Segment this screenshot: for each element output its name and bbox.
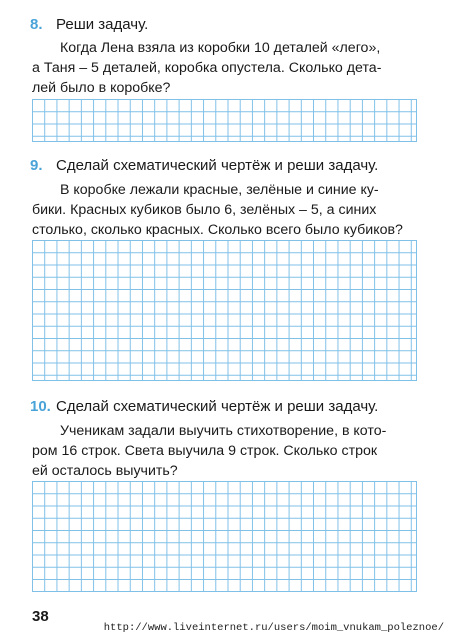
task-10-heading <box>30 398 378 416</box>
task-8-instruction: Реши задачу. <box>56 16 149 33</box>
task-9-line-1: В коробке лежали красные, зелёные и синие ку- <box>60 182 379 198</box>
task-8-line-1: Когда Лена взяла из коробки 10 деталей «лего», <box>60 40 381 56</box>
task-8-line-3: лей было в коробке? <box>32 80 171 96</box>
task-8-line-2: а Таня – 5 деталей, коробка опустела. Сколько дета- <box>32 60 382 76</box>
footer-url: http://www.liveinternet.ru/users/moim_vnukam_poleznoe/ <box>103 622 444 634</box>
task-10-text <box>32 421 416 481</box>
task-9-heading <box>30 157 378 175</box>
task-9-line-3: столько, сколько красных. Сколько всего было кубиков? <box>32 222 403 238</box>
page-number: 38 <box>32 608 49 625</box>
task-8-number: 8. <box>30 16 43 33</box>
task-8-answer-grid[interactable] <box>32 99 417 142</box>
task-10-instruction: Сделай схематический чертёж и реши задачу. <box>56 398 379 415</box>
task-9-number: 9. <box>30 157 43 174</box>
task-9-line-2: бики. Красных кубиков было 6, зелёных – 5, а синих <box>32 202 377 218</box>
task-10-answer-grid[interactable] <box>32 481 417 592</box>
task-9-text <box>32 180 416 240</box>
task-10-number: 10. <box>30 398 51 415</box>
task-10-line-1: Ученикам задали выучить стихотворение, в кото- <box>60 423 387 439</box>
task-8-heading <box>30 16 148 34</box>
task-10-line-2: ром 16 строк. Света выучила 9 строк. Сколько строк <box>32 443 378 459</box>
task-9-answer-grid[interactable] <box>32 240 417 381</box>
task-9-instruction: Сделай схематический чертёж и реши задачу. <box>56 157 379 174</box>
task-10-line-3: ей осталось выучить? <box>32 463 178 479</box>
task-8-text <box>32 38 416 98</box>
